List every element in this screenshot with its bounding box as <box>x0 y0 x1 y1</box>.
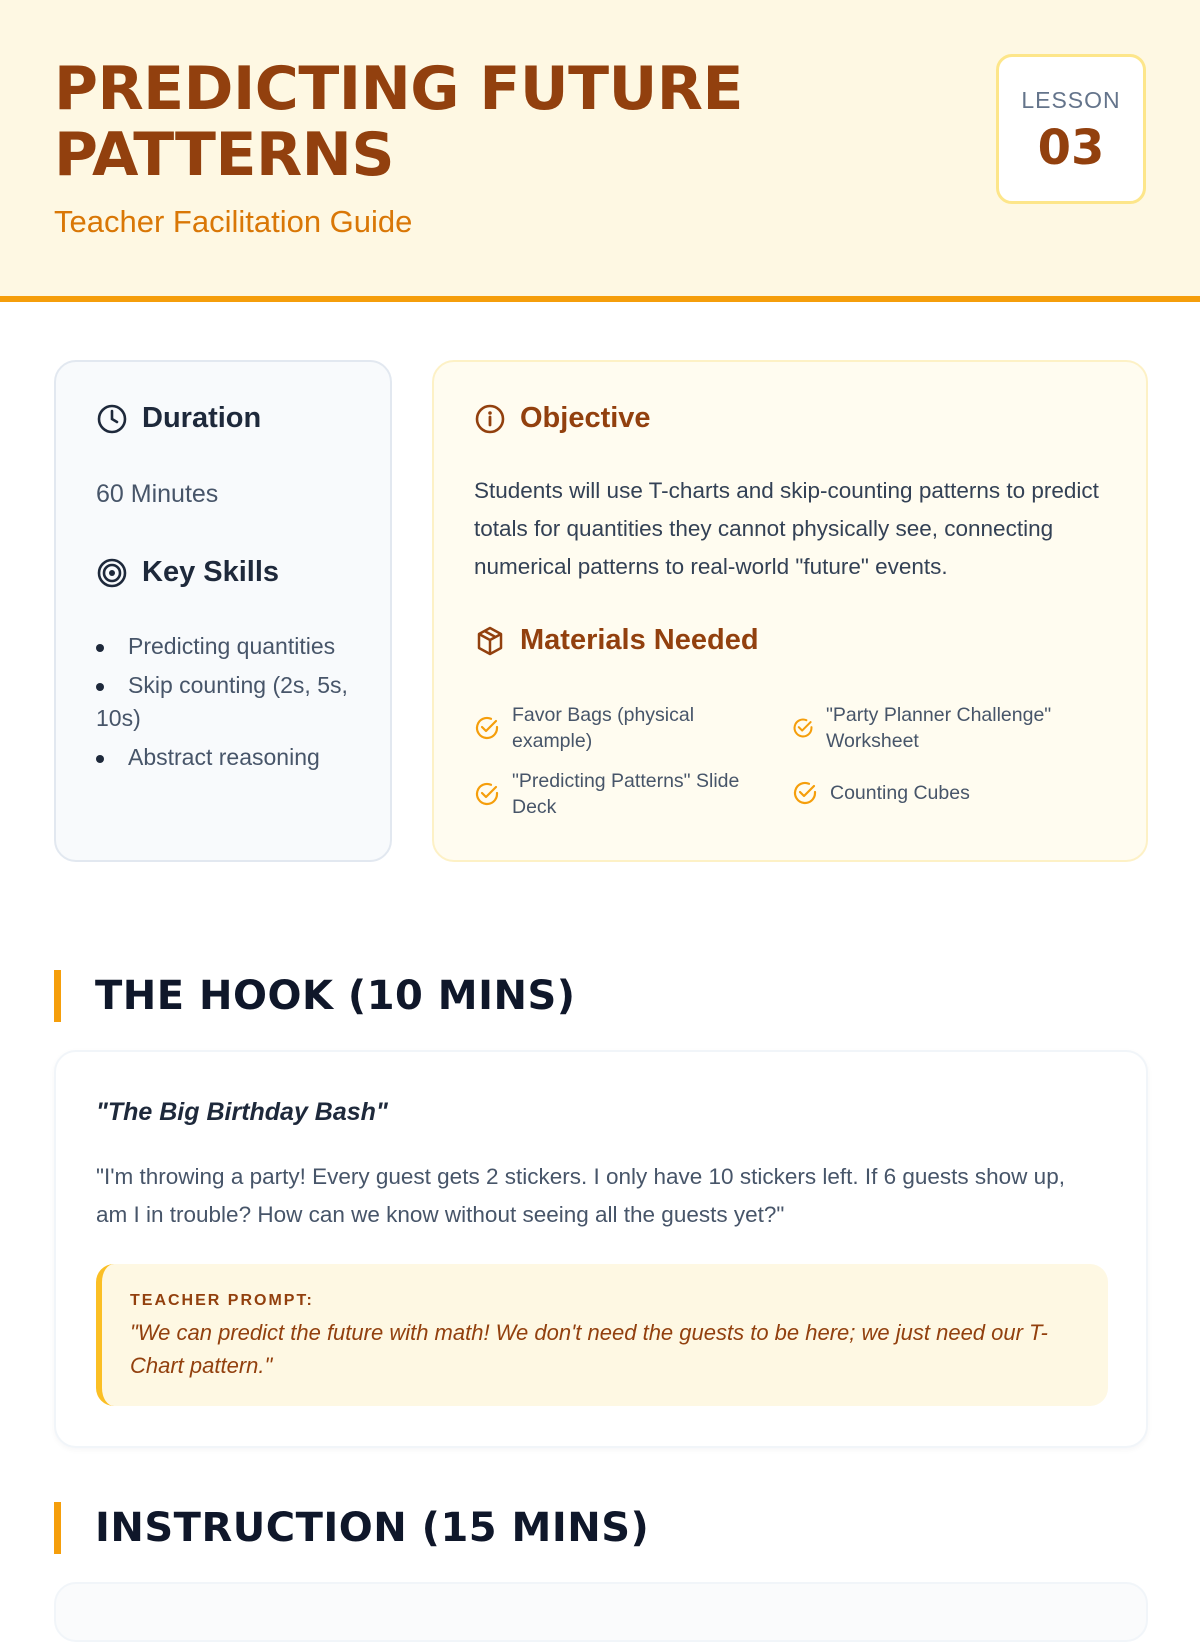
list-item: Skip counting (2s, 5s, 10s) <box>96 669 366 735</box>
list-item <box>474 702 764 754</box>
teacher-prompt-text: "We can predict the future with math! We don't need the guests to be here; we just need our T-Chart pattern." <box>130 1320 1048 1378</box>
objective-heading-row <box>474 402 651 435</box>
objective-heading: Objective <box>520 402 651 434</box>
material-label: Favor Bags (physical example) <box>512 704 695 752</box>
skills-heading: Key Skills <box>142 556 280 588</box>
teacher-prompt-label: TEACHER PROMPT: <box>130 1292 314 1309</box>
objective-materials-card <box>432 360 1148 862</box>
hook-body-text: "I'm throwing a party! Every guest gets 2 stickers. I only have 10 stickers left. If 6 guests show up, am I in trouble? How can we know without seeing all the guests yet?" <box>96 1164 1065 1227</box>
instruction-section-title: INSTRUCTION (15 MINS) <box>54 1502 649 1554</box>
list-item: Abstract reasoning <box>96 741 366 774</box>
duration-heading: Duration <box>142 402 262 434</box>
list-item <box>792 702 1092 754</box>
objective-text: Students will use T-charts and skip-counting patterns to predict totals for quantities they cannot physically see, connecting numerical patterns to real-world "future" events. <box>474 478 1099 579</box>
lesson-badge <box>996 54 1146 204</box>
check-circle-icon <box>792 780 818 806</box>
check-circle-icon <box>474 781 500 807</box>
materials-heading: Materials Needed <box>520 624 759 656</box>
duration-value: 60 Minutes <box>96 480 219 508</box>
duration-heading-row <box>96 402 261 435</box>
material-label: "Party Planner Challenge" Worksheet <box>826 704 1052 752</box>
duration-skills-card <box>54 360 392 862</box>
list-item <box>792 780 1092 806</box>
hook-section-title: THE HOOK (10 MINS) <box>54 970 576 1022</box>
hook-card-title: "The Big Birthday Bash" <box>96 1098 388 1126</box>
page-subtitle: Teacher Facilitation Guide <box>54 204 413 239</box>
hook-card <box>54 1050 1148 1448</box>
info-icon <box>474 403 506 435</box>
list-item <box>474 768 764 820</box>
materials-heading-row <box>474 624 759 657</box>
target-icon <box>96 557 128 589</box>
page-title: PREDICTING FUTURE PATTERNS <box>54 54 743 190</box>
package-icon <box>474 625 506 657</box>
material-label: "Predicting Patterns" Slide Deck <box>512 770 740 818</box>
material-label: Counting Cubes <box>830 782 970 804</box>
instruction-card <box>54 1582 1148 1642</box>
teacher-prompt-callout <box>96 1264 1108 1406</box>
page-header <box>0 0 1200 302</box>
clock-icon <box>96 403 128 435</box>
skills-heading-row <box>96 556 279 589</box>
check-circle-icon <box>474 715 500 741</box>
lesson-label: LESSON <box>1021 87 1121 113</box>
check-circle-icon <box>792 717 814 739</box>
lesson-number: 03 <box>1037 120 1105 176</box>
skills-list <box>96 630 366 780</box>
list-item: Predicting quantities <box>96 630 366 663</box>
